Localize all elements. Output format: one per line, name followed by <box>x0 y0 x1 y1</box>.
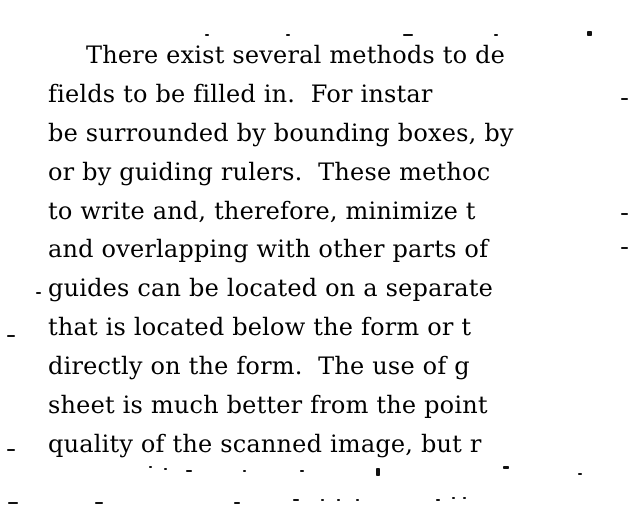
text-line-6: and overlapping with other parts of <box>48 235 489 263</box>
scan-speck <box>337 499 340 501</box>
scan-speck <box>452 497 455 499</box>
scan-speck <box>7 449 15 451</box>
scan-speck <box>293 499 299 501</box>
scan-speck <box>376 468 380 476</box>
scan-speck <box>286 34 290 36</box>
scan-speck <box>8 502 18 504</box>
text-line-8: that is located below the form or t <box>48 313 472 341</box>
scan-speck <box>494 34 498 36</box>
scan-speck <box>149 466 152 468</box>
text-line-4: or by guiding rulers. These methoc <box>48 158 491 186</box>
text-line-10: sheet is much better from the point <box>48 391 488 419</box>
scan-speck <box>356 499 359 501</box>
scan-speck <box>186 470 192 472</box>
text-line-2: fields to be filled in. For instar <box>48 80 433 108</box>
text-line-3: be surrounded by bounding boxes, by <box>48 119 514 147</box>
scan-speck <box>587 31 592 36</box>
text-line-1: There exist several methods to de <box>86 41 506 69</box>
text-line-5: to write and, therefore, minimize t <box>48 197 476 225</box>
text-line-7: guides can be located on a separate <box>48 274 494 302</box>
scan-speck <box>164 468 167 470</box>
scan-speck <box>95 502 103 504</box>
scan-speck <box>243 470 246 472</box>
text-line-9: directly on the form. The use of g <box>48 352 470 380</box>
scan-speck <box>463 497 466 499</box>
scan-speck <box>621 98 628 100</box>
scan-speck <box>321 499 324 501</box>
scan-speck <box>436 499 440 501</box>
scan-speck <box>621 213 628 215</box>
scan-speck <box>234 502 240 504</box>
scan-speck <box>7 335 15 337</box>
scan-speck <box>403 34 413 36</box>
scan-speck <box>621 247 628 249</box>
scan-speck <box>205 34 209 36</box>
scan-speck <box>36 292 41 294</box>
scan-speck <box>578 473 582 475</box>
text-line-11: quality of the scanned image, but r <box>48 430 482 458</box>
scan-speck <box>300 470 304 472</box>
scan-speck <box>503 466 509 469</box>
